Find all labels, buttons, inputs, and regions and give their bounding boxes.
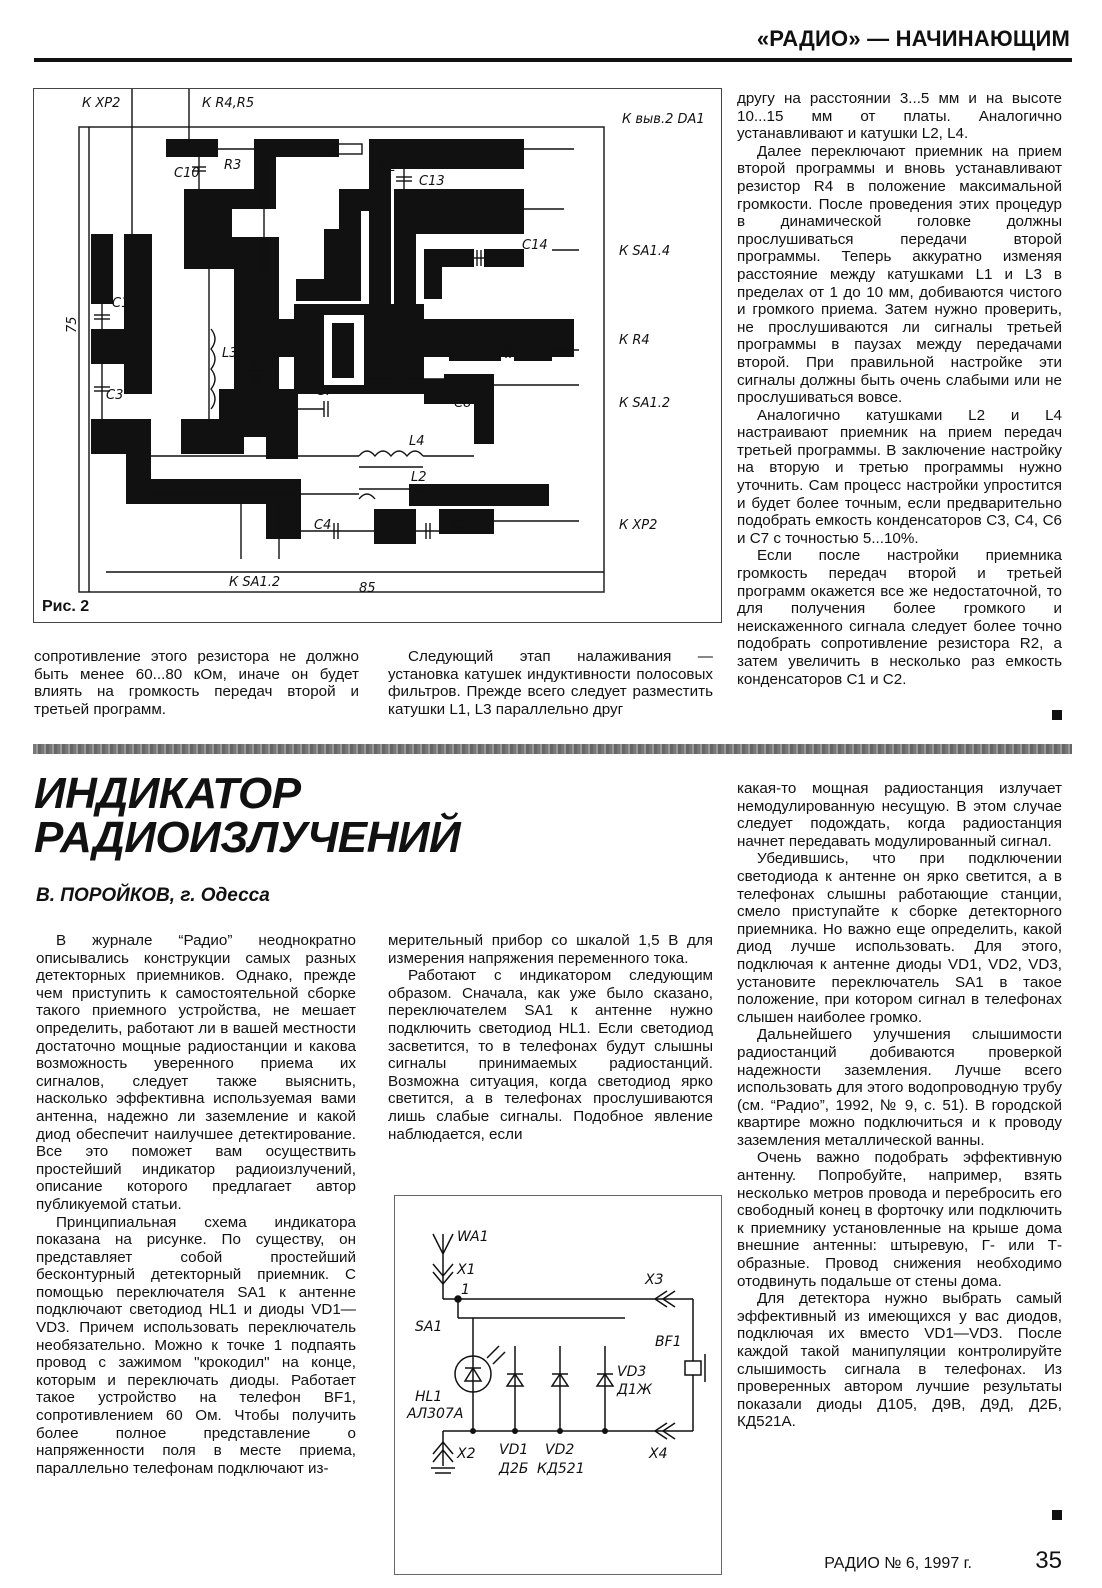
svg-text:C4: C4 <box>314 518 332 533</box>
article-divider <box>33 744 1072 754</box>
svg-text:К выв.2 DA1: К выв.2 DA1 <box>622 112 705 127</box>
svg-text:C14: C14 <box>522 238 548 253</box>
svg-text:АЛ307А: АЛ307А <box>407 1406 464 1422</box>
end-of-article-mark <box>1052 710 1062 720</box>
previous-article-col3: другу на расстоянии 3...5 мм и на высоте 10...15 мм от платы. Аналогично устанавливают и катушки L2, L4. Далее переключают приемник на прием второй программы и вновь устанавливают резистор R4 в положение максимальной громкости. После проведения этих процедур в динамической головке должны прослушиваться передачи второй программы. Теперь аккуратно изменяя расстояние между катушками L1 и L3 в пределах от 1 до 10 мм, добиваются чистого и громкого приема. Затем нужно проверить, не прослушиваются ли сигналы третьей программы в паузах между передачами второй. При правильной настройке эти сигналы должны быть очень слабыми или не прослушиваться вовсе. Аналогично катушками L2 и L4 настраивают приемник на прием передач третьей программы. В заключение настройку на вторую и третью программы нужно уточнить. Сам процесс настройки упростится и будет более точным, если предварительно подобрать емкость конденсаторов С3, С4, С6 и С7 с точностью 5...10%. Если после настройки приемника громкость передач второй и третьей программ окажется все же недостаточной, то для получения более громкого и неискаженного сигнала следует более точно подобрать сопротивление резистора R2, а затем увеличить в несколько раз емкость конденсаторов С1 и С2. <box>737 90 1062 688</box>
svg-text:К XP2: К XP2 <box>619 518 658 533</box>
article-col3: какая-то мощная радиостанция излучает немодулированную несущую. В этом случае следует подождать, когда радиостанция начнет передавать модулированный сигнал. Убедившись, что при подключении светодиода к антенне он ярко светится, а в телефонах слышны работающие станции, смело приступайте к сборке детекторного приемника. Но важно еще определить, какой диод лучше использовать. Для этого, подключая к антенне диоды VD1, VD2, VD3, установите переключатель SA1 в такое положение, при котором сигнал в телефонах слышен наиболее громко. Дальнейшего улучшения слышимости радиостанций добиваются проверкой надежности заземления. Лучше всего использовать для этого водопроводную трубу (см. “Радио”, 1992, № 9, с. 51). В городской квартире можно подключиться и к проводу заземления металлической ванны. Очень важно подобрать эффективную антенну. Попробуйте, например, взять несколько метров провода и перебросить его свободный конец в форточку или подключить к приемнику установленные на крыше дома внешние антенны: штыревую, Г- или Т-образные. Провод снижения необходимо отодвинуть подальше от стены дома. Для детектора нужно выбрать самый эффективный из имеющихся у вас диодов, подключая их вместо VD1—VD3. После каждой такой манипуляции контролируйте слышимость сигнала в телефонах. Из проверенных автором лучшие результаты показали диоды Д105, Д9В, Д9Д, Д2Б, КД521А. <box>737 780 1062 1431</box>
article-col2: мерительный прибор со шкалой 1,5 В для измерения напряжения переменного тока. Работают с индикатором следующим образом. Сначала, как уже было сказано, переключателем SA1 к антенне нужно подключить светодиод HL1. Если светодиод засветится, то в телефонах будут слышны сигналы принимаемых радиостанций. Возможна ситуация, когда светодиод ярко светится, а в телефонах прослушиваются лишь слабые сигналы. Подобное явление наблюдается, если <box>388 932 713 1143</box>
svg-text:К SA1.2: К SA1.2 <box>619 396 671 411</box>
svg-text:L3: L3 <box>222 346 238 361</box>
section-title: «РАДИО» — НАЧИНАЮЩИМ <box>756 26 1070 51</box>
previous-article-col1: сопротивление этого резистора не должно быть менее 60...80 кОм, иначе он будет влиять на громкость передач второй и третьей программ. <box>34 648 359 718</box>
svg-text:VD3: VD3 <box>617 1364 647 1380</box>
svg-text:BF1: BF1 <box>655 1334 682 1350</box>
svg-text:X4: X4 <box>649 1446 668 1462</box>
svg-text:VD2: VD2 <box>545 1442 575 1458</box>
svg-text:R3: R3 <box>224 158 242 173</box>
svg-text:SA1: SA1 <box>415 1319 443 1335</box>
figure-2-pcb <box>33 88 722 623</box>
svg-text:L2: L2 <box>411 470 427 485</box>
svg-text:К SA1.2: К SA1.2 <box>229 575 281 590</box>
page-number: 35 <box>1035 1547 1062 1574</box>
svg-text:КД521: КД521 <box>537 1461 585 1477</box>
svg-text:Д2Б: Д2Б <box>499 1461 529 1477</box>
svg-text:75: 75 <box>65 316 80 333</box>
article-col1: В журнале “Радио” неоднократно описывались конструкции самых разных детекторных приемников. Однако, прежде чем приступить к самостоятельной сборке такого приемного устройства, не мешает определить, работают ли в вашей местности достаточно мощные радиостанции и какова возможность уверенного приема их сигналов, следует также выяснить, насколько эффективна используемая вами антенна, надежно ли заземление и какой диод обеспечит наилучшее детектирование. Все это поможет вам осуществить простейший индикатор радиоизлучений, описание которого предлагает автор публикуемой статьи. Принципиальная схема индикатора показана на рисунке. По существу, он представляет собой простейший бесконтурный детекторный приемник. С помощью переключателя SA1 к антенне подключают светодиод HL1 и диоды VD1—VD3. Причем использовать переключатель необязательно. Можно к точке 1 подпаять провод с зажимом "крокодил" на конце, которым и переключать диоды. Работает такое устройство на телефон BF1, сопротивлением 60 Ом. Чтобы получить более полное представление о напряженности поля в месте приема, параллельно телефонам подключают из- <box>36 932 356 1477</box>
indicator-schematic <box>394 1195 722 1575</box>
svg-text:К SA1.4: К SA1.4 <box>619 244 671 259</box>
svg-text:C1: C1 <box>112 296 130 311</box>
svg-text:85: 85 <box>359 581 376 596</box>
svg-text:X2: X2 <box>457 1446 476 1462</box>
svg-text:L4: L4 <box>409 434 425 449</box>
svg-text:К R4: К R4 <box>619 333 650 348</box>
svg-text:WA1: WA1 <box>457 1229 489 1245</box>
end-of-article-mark <box>1052 1510 1062 1520</box>
svg-text:К R4,R5: К R4,R5 <box>202 96 255 111</box>
previous-article-col2: Следующий этап налаживания — установка катушек индуктивности полосовых фильтров. Прежде всего следует разместить катушки L1, L3 параллельно друг <box>388 648 713 718</box>
issue-footer: РАДИО № 6, 1997 г. <box>824 1555 972 1572</box>
svg-text:VD1: VD1 <box>499 1442 529 1458</box>
svg-text:C8: C8 <box>454 396 472 411</box>
svg-text:C12: C12 <box>514 323 540 338</box>
svg-text:C13: C13 <box>419 174 445 189</box>
article-title: ИНДИКАТОР РАДИОИЗЛУЧЕНИЙ <box>34 769 461 862</box>
svg-text:HL1: HL1 <box>415 1389 443 1405</box>
schematic-drawing <box>395 1196 723 1576</box>
antenna-icon <box>433 1234 453 1288</box>
svg-text:X1: X1 <box>457 1262 476 1278</box>
svg-text:Д1Ж: Д1Ж <box>617 1382 652 1398</box>
header-rule <box>34 58 1072 62</box>
pcb-drawing <box>34 89 723 624</box>
svg-text:1: 1 <box>461 1282 470 1298</box>
svg-text:C6: C6 <box>260 356 278 371</box>
figure-caption: Рис. 2 <box>42 598 90 615</box>
svg-text:X3: X3 <box>645 1272 664 1288</box>
svg-text:К XP2: К XP2 <box>82 96 121 111</box>
svg-text:R2: R2 <box>379 160 397 175</box>
svg-text:C7: C7 <box>316 384 334 399</box>
article-byline: В. ПОРОЙКОВ, г. Одесса <box>36 885 270 906</box>
svg-text:C10: C10 <box>174 166 200 181</box>
svg-text:C3: C3 <box>106 388 124 403</box>
svg-text:C2: C2 <box>454 518 472 533</box>
